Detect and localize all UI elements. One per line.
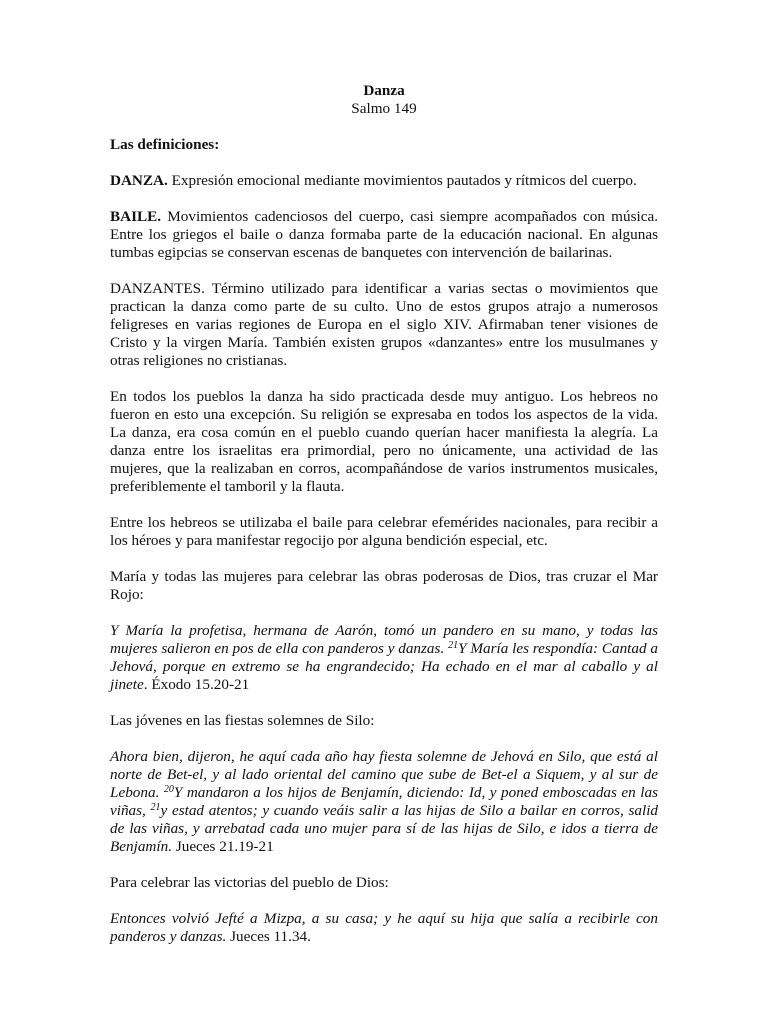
verse-number-20: 20 bbox=[163, 784, 174, 795]
quote-jueces11-part1: Entonces volvió Jefté a Mizpa, a su casa; y he aquí su hija que salía a recibirle con panderos y danzas. bbox=[110, 910, 658, 945]
quote-jueces21-reference: Jueces 21.19-21 bbox=[172, 838, 274, 855]
quote-exodo-part1: Y María la profetisa, hermana de Aarón, tomó un pandero en su mano, y todas las mujeres salieron en pos de ella con panderos y danzas. bbox=[110, 622, 658, 657]
quote-jueces21-part3: y estad atentos; y cuando veáis salir a las hijas de Silo a bailar en corros, salid de las viñas, y arrebatad cada uno mujer para sí de las hijas de Silo, e idos a tierra de Benjamín. bbox=[110, 802, 659, 855]
quote-jueces11-reference: Jueces 11.34. bbox=[226, 928, 311, 945]
section-heading: Las definiciones: bbox=[110, 136, 220, 153]
paragraph-maria-intro: María y todas las mujeres para celebrar las obras poderosas de Dios, tras cruzar el Mar Rojo: bbox=[110, 568, 658, 603]
quote-exodo-reference: . Éxodo 15.20-21 bbox=[143, 676, 250, 693]
definition-baile bbox=[110, 208, 658, 262]
definition-term-baile: BAILE. bbox=[110, 208, 162, 225]
verse-number-21: 21 bbox=[448, 640, 459, 651]
quote-exodo bbox=[110, 622, 658, 694]
document-subtitle: Salmo 149 bbox=[351, 100, 417, 117]
quote-jueces21-part2: Y mandaron a los hijos de Benjamín, diciendo: Id, y poned emboscadas en las viñas, bbox=[110, 784, 658, 819]
definition-text-baile: Movimientos cadenciosos del cuerpo, casi siempre acompañados con música. Entre los griegos el baile o danza formaba parte de la educación nacional. En algunas tumbas egipcias se conservan escenas de banquetes con intervención de bailarinas. bbox=[110, 208, 658, 261]
paragraph-hebreos: Entre los hebreos se utilizaba el baile para celebrar efemérides nacionales, para recibir a los héroes y para manifestar regocijo por alguna bendición especial, etc. bbox=[110, 514, 658, 549]
document-page bbox=[110, 82, 658, 964]
paragraph-jovenes-intro: Las jóvenes en las fiestas solemnes de Silo: bbox=[110, 712, 375, 729]
document-title: Danza bbox=[363, 82, 405, 99]
quote-jueces21-part1: Ahora bien, dijeron, he aquí cada año hay fiesta solemne de Jehová en Silo, que está al norte de Bet-el, y al lado oriental del camino que sube de Bet-el a Siquem, y al sur de Lebona. bbox=[110, 748, 658, 801]
paragraph-victorias-intro: Para celebrar las victorias del pueblo de Dios: bbox=[110, 874, 389, 891]
quote-jueces-21 bbox=[110, 748, 658, 856]
definition-danzantes: DANZANTES. Término utilizado para identificar a varias sectas o movimientos que practican la danza como parte de su culto. Uno de estos grupos atrajo a numerosos feligreses en varias regiones de Europa en el siglo XIV. Afirmaban tener visiones de Cristo y la virgen María. También existen grupos «danzantes» entre los musulmanes y otras religiones no cristianas. bbox=[110, 280, 658, 369]
definition-danza bbox=[110, 172, 658, 190]
verse-number-21: 21 bbox=[150, 802, 161, 813]
definition-text-danza: Expresión emocional mediante movimientos pautados y rítmicos del cuerpo. bbox=[167, 172, 637, 189]
quote-jueces-11 bbox=[110, 910, 658, 946]
definition-term-danza: DANZA. bbox=[110, 172, 168, 189]
paragraph-pueblos: En todos los pueblos la danza ha sido practicada desde muy antiguo. Los hebreos no fueron en esto una excepción. Su religión se expresaba en todos los aspectos de la vida. La danza, era cosa común en el pueblo cuando querían hacer manifiesta la alegría. La danza entre los israelitas era primordial, pero no únicamente, una actividad de las mujeres, que la realizaban en corros, acompañándose de varios instrumentos musicales, preferiblemente el tamboril y la flauta. bbox=[110, 388, 658, 495]
quote-exodo-part2: Y María les respondía: Cantad a Jehová, porque en extremo se ha engrandecido; Ha echado en el mar al caballo y al jinete bbox=[110, 640, 658, 693]
